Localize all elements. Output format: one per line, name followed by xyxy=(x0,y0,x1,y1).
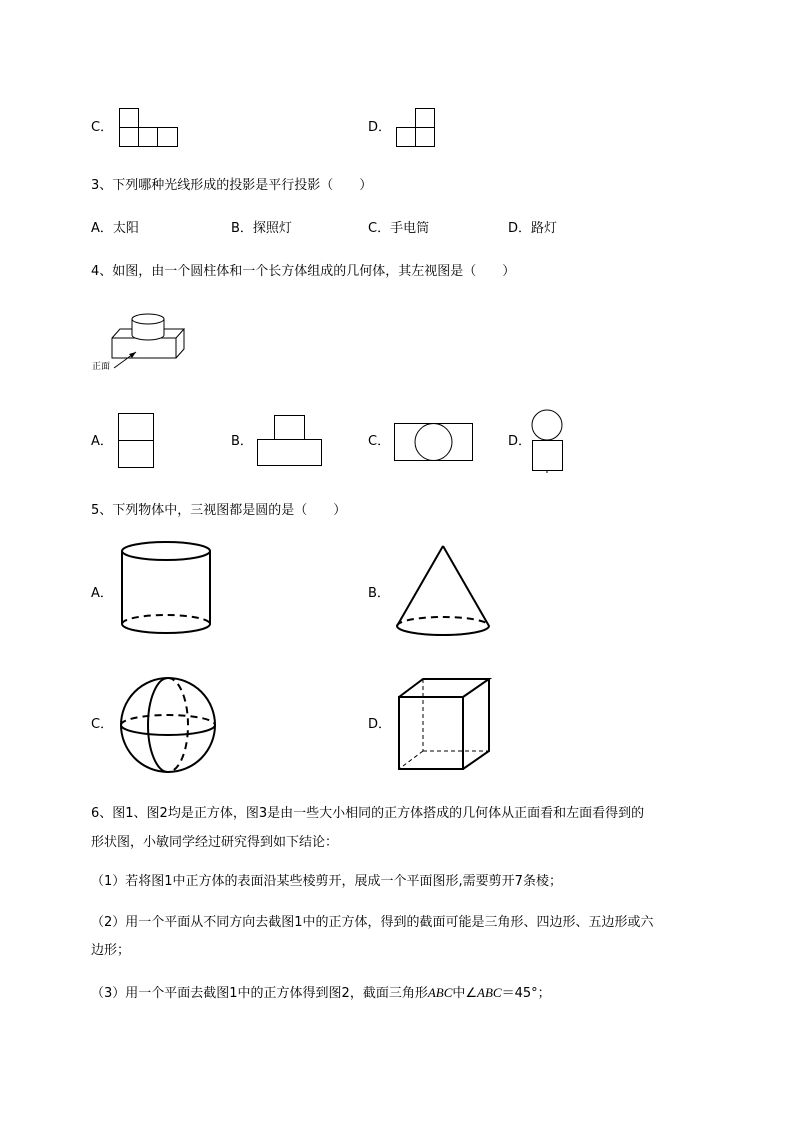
option-c-figure xyxy=(119,108,179,148)
option-c-label: C． xyxy=(91,120,114,135)
q3-option-b: B．探照灯 xyxy=(231,221,292,236)
q4-option-c-label: C． xyxy=(368,434,391,449)
q6-s3-suffix: ＝45°； xyxy=(501,986,551,1001)
q6-s3-angle-name: ABC xyxy=(477,985,502,1000)
q6-stem-line1: 6、图1、图2均是正方体，图3是由一些大小相同的正方体搭成的几何体从正面看和左面看得到的 xyxy=(91,806,645,821)
q5-cylinder-figure xyxy=(120,540,216,640)
q6-statement-1: （1）若将图1中正方体的表面沿某些棱剪开，展成一个平面图形,需要剪开7条棱； xyxy=(91,874,562,889)
q4-option-b-label: B． xyxy=(231,434,253,449)
q5-stem: 5、下列物体中，三视图都是圆的是（ ） xyxy=(91,503,347,518)
option-d-figure xyxy=(396,108,436,148)
q4-option-a-label: A． xyxy=(91,434,113,449)
q3-option-c: C．手电筒 xyxy=(368,221,430,236)
q5-option-c-label: C． xyxy=(91,717,114,732)
q5-sphere-figure xyxy=(119,676,219,776)
option-d-label: D． xyxy=(368,120,392,135)
q6-s3-mid: 中∠ xyxy=(452,986,478,1001)
q3-option-a: A．太阳 xyxy=(91,221,139,236)
q5-option-a-label: A． xyxy=(91,586,113,601)
q6-s3-prefix: （3）用一个平面去截图1中的正方体得到图2，截面三角形 xyxy=(91,986,428,1001)
q4-option-a-figure xyxy=(118,413,156,469)
q5-cube-figure xyxy=(396,676,494,776)
q5-option-d-label: D． xyxy=(368,717,392,732)
q4-option-b-figure xyxy=(257,415,323,467)
q4-option-d-figure xyxy=(531,409,565,475)
q3-option-d: D．路灯 xyxy=(508,221,558,236)
q3-stem: 3、下列哪种光线形成的投影是平行投影（ ） xyxy=(91,178,373,193)
q6-stem-line2: 形状图，小敏同学经过研究得到如下结论： xyxy=(91,835,339,850)
q4-front-label: 正面 xyxy=(92,362,111,372)
q4-option-c-figure xyxy=(394,423,474,463)
q5-option-b-label: B． xyxy=(368,586,390,601)
q4-stem: 4、如图，由一个圆柱体和一个长方体组成的几何体，其左视图是（ ） xyxy=(91,264,516,279)
q6-statement-2-line1: （2）用一个平面从不同方向去截图1中的正方体，得到的截面可能是三角形、四边形、五边形或六 xyxy=(91,915,654,930)
q6-statement-3 xyxy=(91,984,551,1003)
q6-statement-2-line2: 边形； xyxy=(91,943,131,958)
q5-cone-figure xyxy=(395,544,493,638)
q4-option-d-label: D． xyxy=(508,434,532,449)
q6-s3-triangle-name: ABC xyxy=(427,985,453,1000)
